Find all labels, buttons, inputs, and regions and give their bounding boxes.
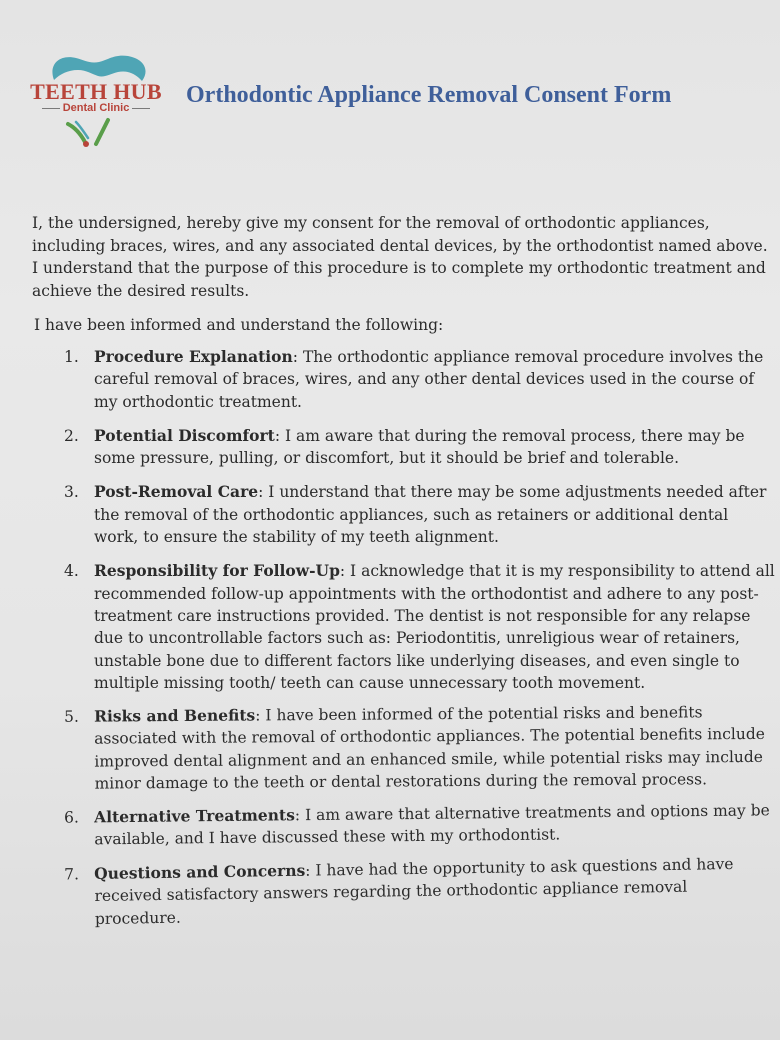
item-term: Alternative Treatments <box>94 805 295 827</box>
logo-subtitle: Dental Clinic <box>28 102 164 114</box>
item-number: 2. <box>64 426 79 445</box>
item-text: : I have been informed of the potential risks and benefits associated with the removal of orthodontic appliances. The potential benefits include improved dental alignment and an enhanced smile, while potential risks may include minor damage to the teeth or dental restorations during the removal process. <box>94 703 765 793</box>
toothbrush-icon <box>62 114 132 148</box>
item-number: 1. <box>64 348 79 366</box>
item-term: Procedure Explanation <box>94 347 293 366</box>
logo-name: TEETH HUB <box>30 79 162 104</box>
item-number: 6. <box>64 808 80 828</box>
item-term: Post-Removal Care <box>94 482 259 502</box>
form-header <box>26 50 766 150</box>
clinic-logo <box>26 50 166 150</box>
item-term: Responsibility for Follow-Up <box>94 561 340 581</box>
list-item <box>32 800 776 852</box>
list-item <box>32 852 777 931</box>
consent-items-list <box>32 346 776 931</box>
form-body <box>32 212 776 943</box>
item-text: : I acknowledge that it is my responsibility to attend all recommended follow-up appointments with the orthodontist and adhere to any post-treatment care instructions provided. The dentist is not responsible for any relapse due to uncontrollable factors such as: Periodontitis, unreligious wear of retainers, unstable bone due to different factors like underlying diseases, and even single to multiple missing tooth/ teeth can cause unnecessary tooth movement. <box>94 562 775 692</box>
item-term: Risks and Benefits <box>94 705 256 726</box>
item-text: : I am aware that alternative treatments and options may be available, and I have discussed these with my orthodontist. <box>94 801 770 849</box>
list-item <box>32 481 776 548</box>
form-title: Orthodontic Appliance Removal Consent Form <box>186 82 672 108</box>
consent-lead: I have been informed and understand the following: <box>34 316 444 334</box>
item-text: : I am aware that during the removal process, there may be some pressure, pulling, or discomfort, but it should be brief and tolerable. <box>94 426 745 468</box>
item-number: 3. <box>64 483 79 502</box>
item-number: 7. <box>64 865 80 884</box>
item-number: 4. <box>64 562 79 581</box>
item-term: Questions and Concerns <box>94 860 306 883</box>
item-text: : The orthodontic appliance removal procedure involves the careful removal of braces, wires, and any other dental devices used in the course of my orthodontic treatment. <box>94 348 764 411</box>
list-item <box>32 425 776 470</box>
list-item <box>32 346 776 413</box>
item-number: 5. <box>64 707 79 726</box>
consent-intro: I, the undersigned, hereby give my consent for the removal of orthodontic appliances, including braces, wires, and any associated dental devices, by the orthodontist named above. I understand that the purpose of this procedure is to complete my orthodontic treatment and achieve the desired results. <box>32 214 768 300</box>
item-text: : I have had the opportunity to ask questions and have received satisfactory answers regarding the orthodontic appliance removal procedure. <box>94 854 734 928</box>
list-item <box>32 701 777 795</box>
item-term: Potential Discomfort <box>94 425 275 445</box>
item-text: : I understand that there may be some adjustments needed after the removal of the orthodontic appliances, such as retainers or additional dental work, to ensure the stability of my teeth alignment. <box>94 483 767 547</box>
list-item <box>32 560 776 694</box>
